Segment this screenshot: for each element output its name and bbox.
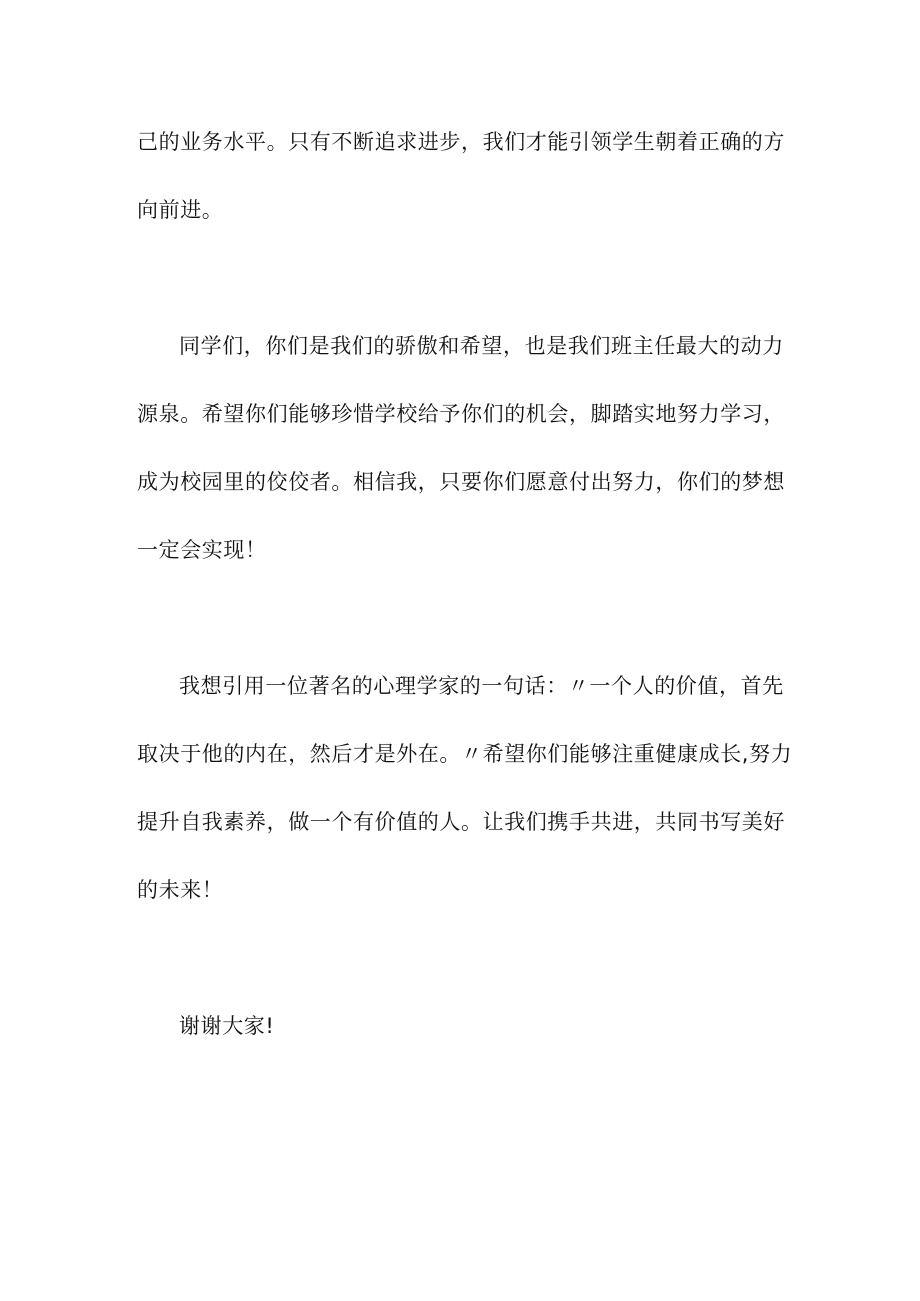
speech-text xyxy=(137,108,797,1060)
paragraph-3-line-4: 的未来！ xyxy=(137,878,224,902)
paragraph-2-line-3: 成为校园里的佼佼者。相信我，只要你们愿意付出努力，你们的梦想 xyxy=(137,470,785,494)
paragraph-3-line-2: 取决于他的内在，然后才是外在。〃希望你们能够注重健康成长,努力 xyxy=(137,742,793,766)
paragraph-1-line-1: 己的业务水平。只有不断追求进步，我们才能引领学生朝着正确的方 xyxy=(137,130,785,154)
paragraph-spacer xyxy=(137,584,797,652)
paragraph-spacer xyxy=(137,924,797,992)
paragraph-3-line-3: 提升自我素养，做一个有价值的人。让我们携手共进，共同书写美好 xyxy=(137,810,785,834)
paragraph-3-line-1: 我想引用一位著名的心理学家的一句话：〃一个人的价值，首先 xyxy=(179,674,784,698)
paragraph-1-line-2: 向前进。 xyxy=(137,198,224,222)
closing-line: 谢谢大家! xyxy=(179,1014,275,1038)
paragraph-2-line-1: 同学们，你们是我们的骄傲和希望，也是我们班主任最大的动力 xyxy=(179,334,784,358)
paragraph-2-line-4: 一定会实现！ xyxy=(137,538,267,562)
paragraph-2-line-2: 源泉。希望你们能够珍惜学校给予你们的机会，脚踏实地努力学习， xyxy=(137,402,785,426)
paragraph-spacer xyxy=(137,244,797,312)
